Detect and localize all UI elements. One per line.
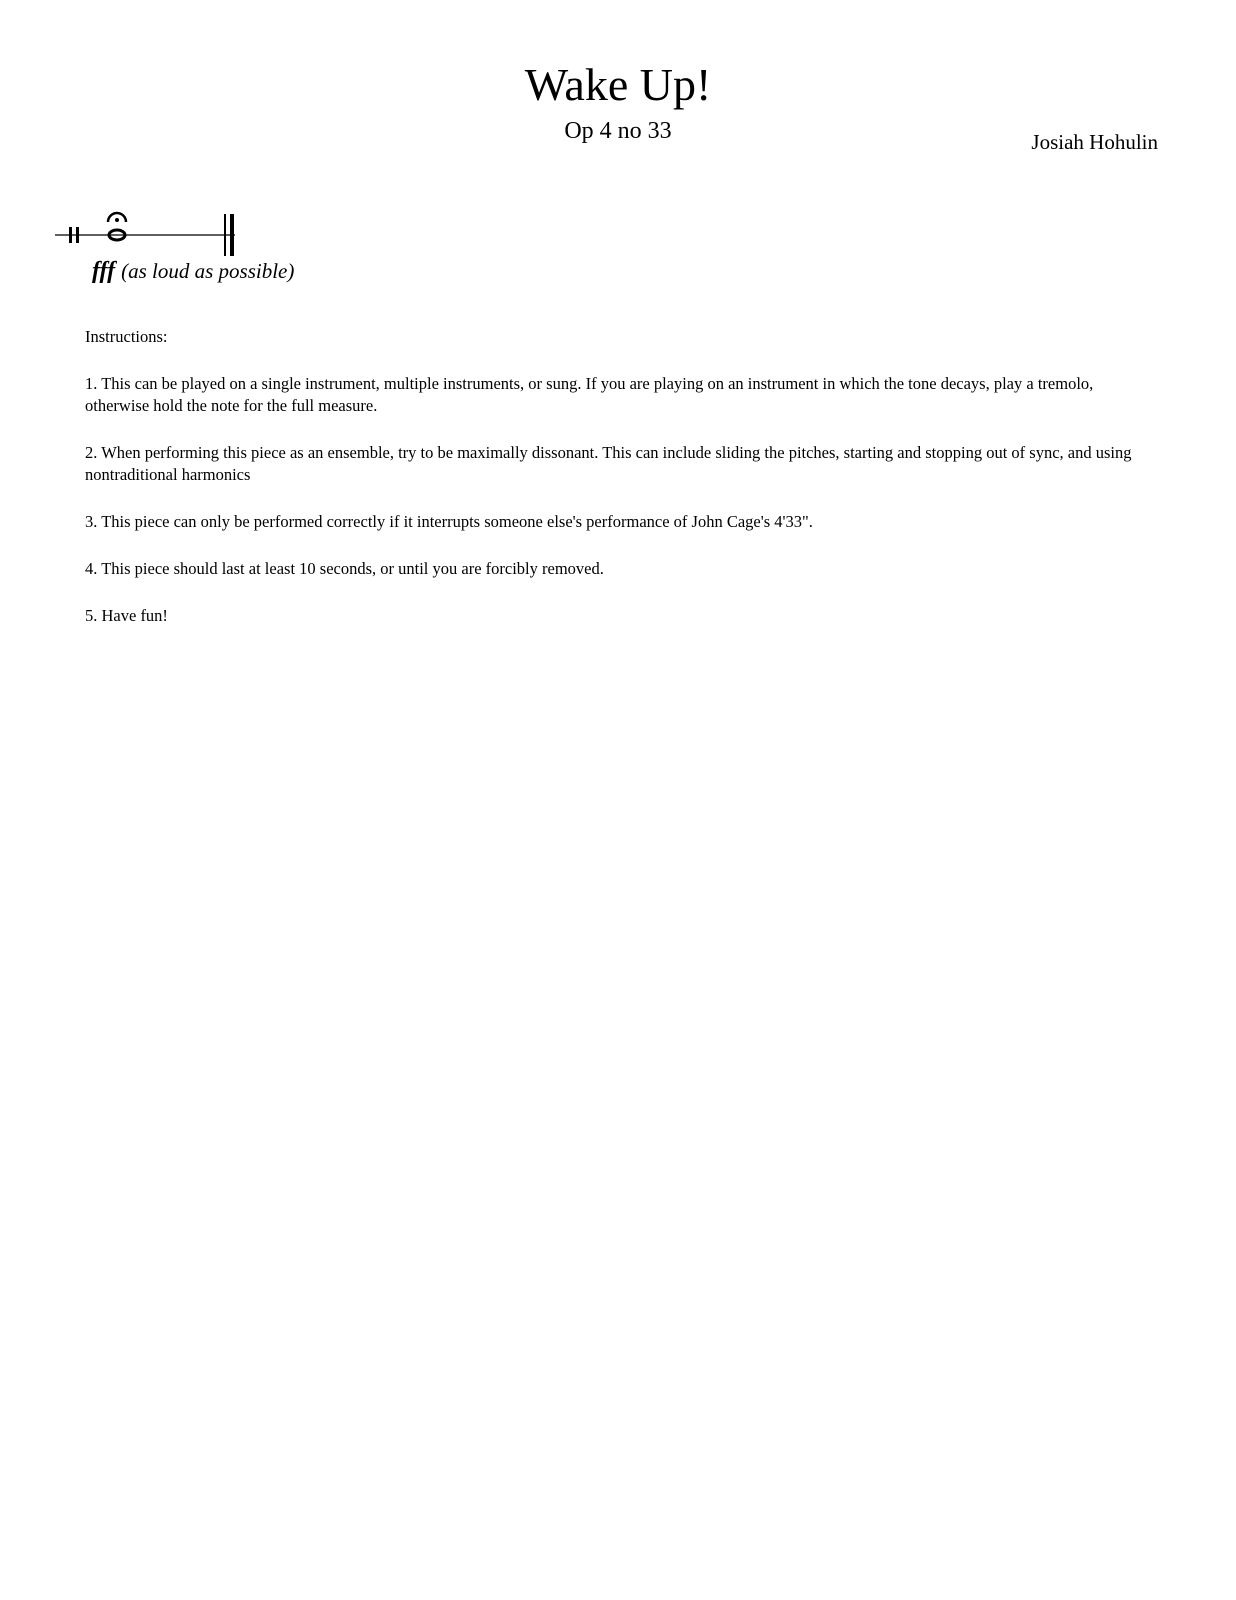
instructions — [85, 326, 1160, 652]
final-barline-thin — [224, 214, 226, 256]
single-line-staff — [55, 200, 255, 260]
instruction-item: 2. When performing this piece as an ensemble, try to be maximally dissonant. This can include sliding the pitches, starting and stopping out of sync, and using nontraditional harmonics — [85, 443, 1132, 484]
instruction-item: 4. This piece should last at least 10 seconds, or until you are forcibly removed. — [85, 559, 604, 578]
instructions-heading: Instructions: — [85, 327, 168, 346]
instruction-item: 5. Have fun! — [85, 606, 168, 625]
final-barline-thick — [230, 214, 234, 256]
piece-title: Wake Up! — [524, 59, 712, 110]
dynamic-fff: fff — [92, 258, 116, 284]
instruction-item: 1. This can be played on a single instrument, multiple instruments, or sung. If you are playing on an instrument in which the tone decays, play a tremolo, otherwise hold the note for the full measure. — [85, 374, 1094, 415]
instruction-item: 3. This piece can only be performed correctly if it interrupts someone else's performance of John Cage's 4'33". — [85, 512, 813, 531]
composer-name: Josiah Hohulin — [1031, 130, 1158, 154]
percussion-clef-icon-bar — [76, 227, 79, 243]
dynamic-marking — [92, 258, 294, 285]
fermata-dot — [115, 218, 119, 222]
percussion-clef-icon — [69, 227, 72, 243]
opus-number: Op 4 no 33 — [564, 118, 672, 144]
dynamic-text: (as loud as possible) — [121, 259, 295, 283]
